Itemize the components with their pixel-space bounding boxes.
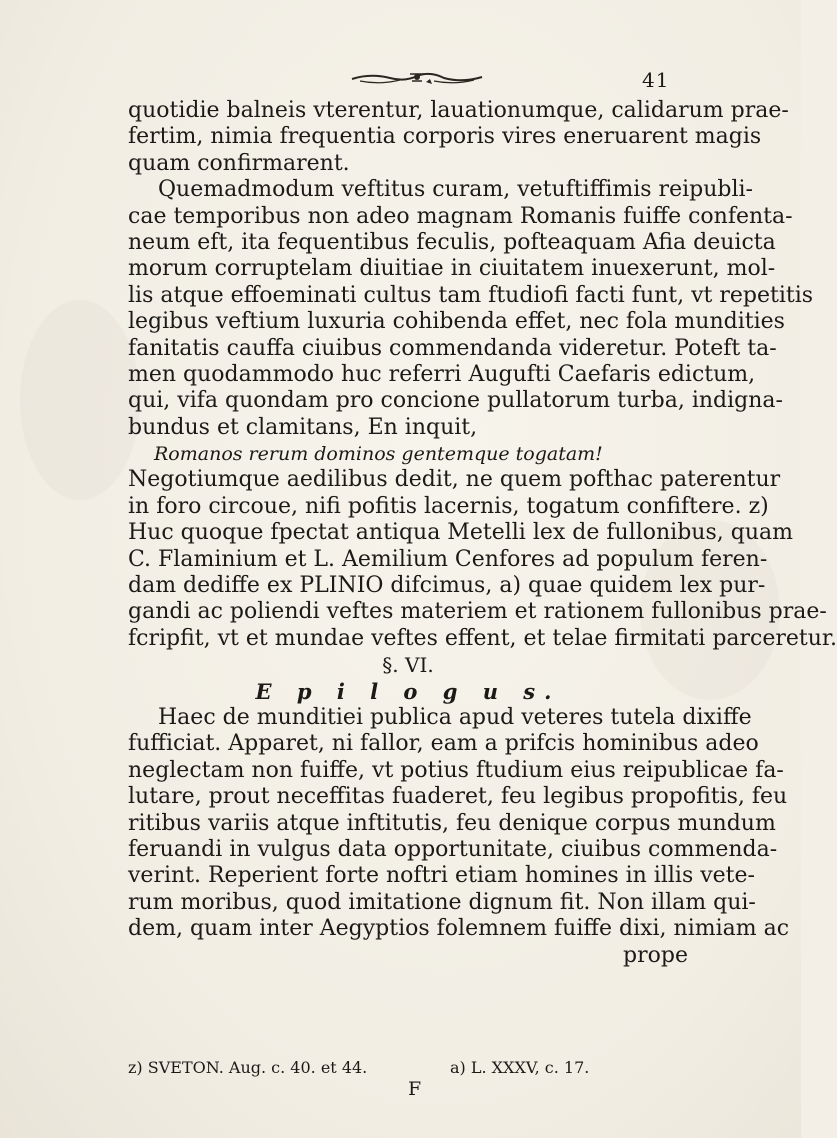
verse-quote: Romanos rerum dominos gentemque togatam! bbox=[154, 443, 603, 466]
footnotes bbox=[128, 1058, 688, 1080]
section-title: E p i l o g u s. bbox=[255, 678, 561, 704]
text-line: Haec de munditiei publica apud veteres tutela dixiffe bbox=[158, 704, 752, 730]
footnote-z: z) SVETON. Aug. c. 40. et 44. bbox=[128, 1058, 368, 1077]
text-line: qui, vifa quondam pro concione pullatorum turba, indigna- bbox=[128, 388, 783, 414]
text-line: quam confirmarent. bbox=[128, 150, 350, 176]
text-line: legibus veftium luxuria cohibenda effet, nec fola mundities bbox=[128, 309, 785, 335]
text-line: neglectam non fuiffe, vt potius ftudium eius reipublicae fa- bbox=[128, 757, 784, 783]
text-line: verint. Reperient forte noftri etiam homines in illis vete- bbox=[128, 863, 755, 889]
text-line: Quemadmodum veftitus curam, vetuftiffimis reipubli- bbox=[158, 177, 753, 203]
page-number: 41 bbox=[642, 68, 670, 92]
page-header bbox=[0, 66, 801, 96]
catchword: prope bbox=[623, 942, 688, 968]
paper-stain bbox=[20, 300, 140, 500]
text-line: morum corruptelam diuitiae in ciuitatem inuexerunt, mol- bbox=[128, 256, 776, 282]
footnote-a: a) L. XXXV, c. 17. bbox=[450, 1058, 590, 1077]
text-line: feruandi in vulgus data opportunitate, ciuibus commenda- bbox=[128, 836, 778, 862]
text-line: gandi ac poliendi veftes materiem et rationem fullonibus prae- bbox=[128, 599, 827, 625]
body-text bbox=[128, 98, 837, 969]
signature-mark: F bbox=[408, 1078, 422, 1100]
text-line: dem, quam inter Aegyptios folemnem fuiffe dixi, nimiam ac bbox=[128, 916, 790, 942]
text-line: in foro circoue, nifi pofitis lacernis, togatum confiftere. z) bbox=[128, 493, 769, 519]
text-line: fertim, nimia frequentia corporis vires eneruarent magis bbox=[128, 124, 762, 150]
text-line: ritibus variis atque inftitutis, feu denique corpus mundum bbox=[128, 810, 776, 836]
text-line: men quodammodo huc referri Augufti Caefaris edictum, bbox=[128, 361, 756, 387]
ornament-icon bbox=[350, 70, 484, 86]
text-line: dam dediffe ex PLINIO difcimus, a) quae quidem lex pur- bbox=[128, 573, 766, 599]
text-line: Huc quoque fpectat antiqua Metelli lex de fullonibus, quam bbox=[128, 520, 793, 546]
section-number: §. VI. bbox=[382, 653, 434, 678]
text-line: quotidie balneis vterentur, lauationumque, calidarum prae- bbox=[128, 98, 789, 123]
text-line: fufficiat. Apparet, ni fallor, eam a prifcis hominibus adeo bbox=[128, 731, 759, 757]
text-line: neum eft, ita fequentibus feculis, pofteaquam Afia deuicta bbox=[128, 229, 776, 255]
text-line: lis atque effoeminati cultus tam ftudiofi facti funt, vt repetitis bbox=[128, 282, 814, 308]
text-line: bundus et clamitans, En inquit, bbox=[128, 414, 478, 440]
text-line: fanitatis cauffa ciuibus commendanda videretur. Poteft ta- bbox=[128, 335, 777, 361]
text-line: lutare, prout neceffitas fuaderet, feu legibus propofitis, feu bbox=[128, 784, 788, 810]
text-line: C. Flaminium et L. Aemilium Cenfores ad populum feren- bbox=[128, 546, 768, 572]
text-line: cae temporibus non adeo magnam Romanis fuiffe confenta- bbox=[128, 203, 793, 229]
text-line: fcripfit, vt et mundae veftes effent, et telae firmitati parceretur. bbox=[128, 625, 837, 651]
text-line: rum moribus, quod imitatione dignum fit. Non illam qui- bbox=[128, 889, 756, 915]
text-line: Negotiumque aedilibus dedit, ne quem pofthac paterentur bbox=[128, 467, 781, 493]
